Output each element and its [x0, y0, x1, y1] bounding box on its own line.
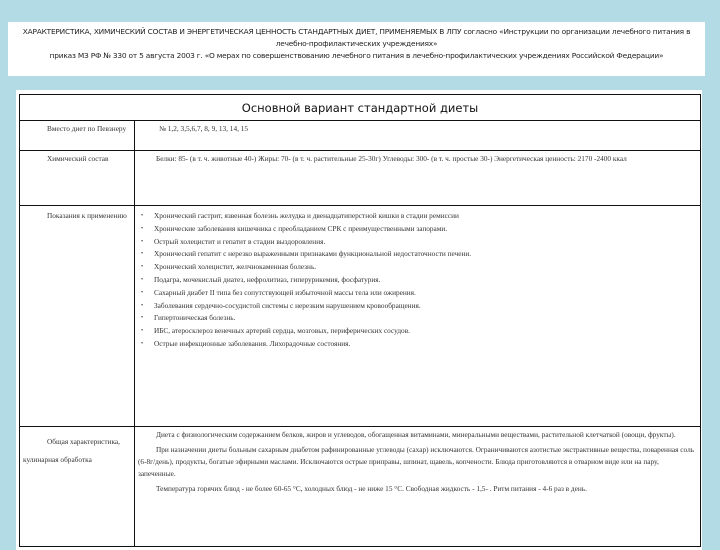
list-item: • ИБС, атеросклероз венечных артерий сердца, мозговых, периферических сосудов. — [154, 325, 697, 337]
header-line-1: ХАРАКТЕРИСТИКА, ХИМИЧЕСКИЙ СОСТАВ И ЭНЕРГЕТИЧЕСКАЯ ЦЕННОСТЬ СТАНДАРТНЫХ ДИЕТ, ПРИМЕНЯЕМЫХ В ЛПУ согласно «Инструкции по организации лечебного питания в лечебно-профилактических учреждениях» — [22, 27, 691, 48]
diet-table — [19, 94, 701, 547]
table-row — [20, 121, 701, 151]
list-item: • Хронический холецистит, желчнокаменная болезнь. — [154, 261, 697, 273]
table-row — [20, 206, 701, 427]
row-label: Химический состав — [20, 151, 135, 206]
row-value — [135, 151, 701, 206]
row-label: Вместо диет по Певзнеру — [20, 121, 135, 151]
paragraph: Температура горячих блюд - не более 60-65 °С, холодных блюд - не ниже 15 °С. Свободная жидкость - 1,5- . Ритм питания - 4-6 раз в день. — [156, 484, 587, 493]
paragraph: Диета с физиологическим содержанием белков, жиров и углеводов, обогащенная витаминами, минеральными веществами, растительной клетчаткой (овощи, фрукты). — [156, 430, 676, 439]
row-value — [135, 206, 701, 427]
list-item: • Хронический гепатит с нерезко выраженными признаками функциональной недостаточности печени. — [154, 248, 697, 260]
row-label: Показания к применению — [20, 206, 135, 427]
list-item: • Подагра, мочекислый диатез, нефролитиаз, гиперурикемия, фосфатурия. — [154, 274, 697, 286]
table-row — [20, 427, 701, 547]
row-value: № 1,2, 3,5,6,7, 8, 9, 13, 14, 15 — [135, 121, 701, 151]
list-item: • Хронические заболевания кишечника с преобладанием СРК с преимущественными запорами. — [154, 223, 697, 235]
list-item: • Гипертоническая болезнь. — [154, 312, 697, 324]
list-item: • Заболевания сердечно-сосудистой системы с нерезким нарушением кровообращения. — [154, 300, 697, 312]
list-item: • Хронический гастрит, язвенная болезнь желудка и двенадцатиперстной кишки в стадии ремиссии — [154, 210, 697, 222]
header-line-2: приказ МЗ РФ № 330 от 5 августа 2003 г. «О мерах по совершенствованию лечебного питания в лечебно-профилактических учреждениях Российской Федерации» — [49, 51, 664, 60]
row-value — [135, 427, 701, 547]
paragraph: При назначении диеты больным сахарным диабетом рафинированные углеводы (сахар) исключаются. Ограничиваются азотистые экстрактивные вещества, поваренная соль (6-8г/день), продукты, богатые эфирными маслами. Исключаются острые приправы, шпинат, щавель, копчености. Блюда приготовляются в отварном виде или на пару, запеченные. — [138, 445, 695, 478]
chem-text: Белки: 85- (в т. ч. животные 40-) Жиры: 70- (в т. ч. растительные 25-30г) Углеводы: 300- (в т. ч. простые 30-) Энергетическая ценность: 2170 -2400 ккал — [156, 154, 627, 163]
document-header — [8, 22, 705, 76]
list-item: • Сахарный диабет II типа без сопутствующей избыточной массы тела или ожирения. — [154, 287, 697, 299]
row-label: Общая характеристика, кулинарная обработка — [20, 427, 135, 547]
table-row — [20, 151, 701, 206]
list-item: • Острый холецистит и гепатит в стадии выздоровления. — [154, 236, 697, 248]
table-title: Основной вариант стандартной диеты — [20, 95, 701, 121]
indications-list — [138, 210, 697, 350]
list-item: • Острые инфекционные заболевания. Лихорадочные состояния. — [154, 338, 697, 350]
